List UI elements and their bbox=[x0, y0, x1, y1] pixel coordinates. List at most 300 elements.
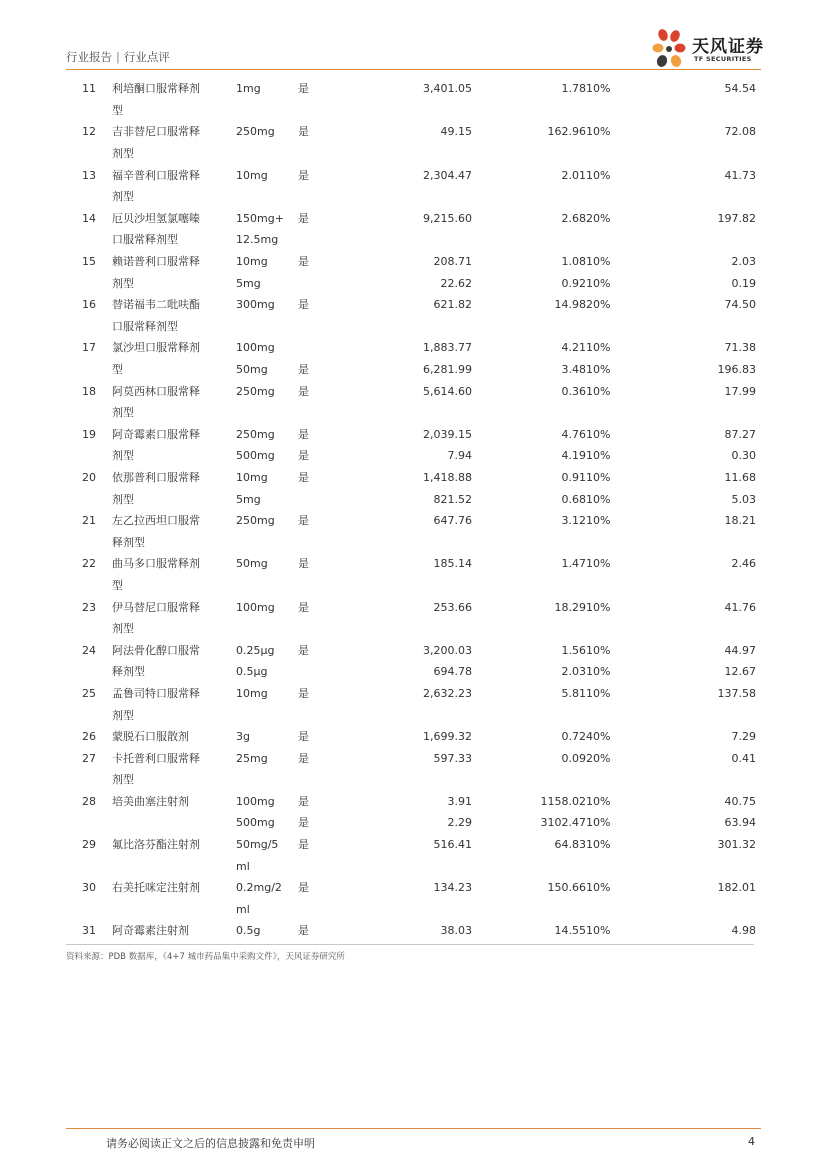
value-1-cell bbox=[338, 899, 472, 921]
drug-name-cell bbox=[112, 812, 236, 834]
report-type: 行业报告 bbox=[66, 50, 112, 64]
specification-cell: 0.5μg bbox=[236, 665, 268, 679]
value-2-cell bbox=[472, 143, 586, 165]
flag-cell bbox=[298, 661, 338, 683]
table-row bbox=[66, 121, 756, 143]
flag-cell: 是 bbox=[298, 298, 309, 312]
table-row bbox=[66, 100, 756, 122]
drug-name-cell: 剂型 bbox=[112, 406, 134, 420]
table-row bbox=[66, 553, 756, 575]
value-1-cell bbox=[338, 100, 472, 122]
flag-cell: 是 bbox=[298, 924, 309, 938]
table-row bbox=[66, 186, 756, 208]
specification-cell bbox=[236, 769, 298, 791]
value-1-cell: 3,401.05 bbox=[423, 82, 472, 96]
value-3-cell bbox=[604, 100, 756, 122]
row-number-cell bbox=[66, 661, 112, 683]
table-row bbox=[66, 726, 756, 748]
flag-cell: 是 bbox=[298, 514, 309, 528]
drug-procurement-table bbox=[66, 78, 756, 942]
value-1-cell bbox=[338, 229, 472, 251]
value-2-cell: 0.92 bbox=[561, 276, 586, 290]
value-3-cell bbox=[604, 316, 756, 338]
flag-cell bbox=[298, 575, 338, 597]
drug-name-cell: 阿奇霉素注射剂 bbox=[112, 924, 189, 938]
table-row bbox=[66, 661, 756, 683]
logo-english-name: TF SECURITIES bbox=[694, 55, 752, 63]
percent-cell: 10% bbox=[586, 924, 611, 938]
specification-cell bbox=[236, 402, 298, 424]
value-1-cell bbox=[338, 531, 472, 553]
table-row bbox=[66, 575, 756, 597]
table-row bbox=[66, 596, 756, 618]
drug-name-cell: 氟比洛芬酯注射剂 bbox=[112, 838, 200, 852]
value-2-cell bbox=[472, 855, 586, 877]
flag-cell: 是 bbox=[298, 838, 309, 852]
percent-cell: 10% bbox=[586, 838, 611, 852]
table-bottom-rule bbox=[66, 944, 754, 945]
drug-name-cell: 左乙拉西坦口服常 bbox=[112, 514, 200, 528]
value-1-cell: 3,200.03 bbox=[423, 643, 472, 657]
table-row bbox=[66, 639, 756, 661]
value-1-cell: 9,215.60 bbox=[423, 211, 472, 225]
flag-cell bbox=[298, 229, 338, 251]
value-3-cell: 0.30 bbox=[731, 449, 756, 463]
value-3-cell bbox=[604, 143, 756, 165]
specification-cell bbox=[236, 531, 298, 553]
value-3-cell: 197.82 bbox=[717, 211, 756, 225]
table-row bbox=[66, 251, 756, 273]
percent-cell: 10% bbox=[586, 492, 611, 506]
value-2-cell: 5.81 bbox=[561, 686, 586, 700]
flag-cell: 是 bbox=[298, 82, 309, 96]
percent-cell: 10% bbox=[586, 686, 611, 700]
table-row bbox=[66, 467, 756, 489]
value-2-cell bbox=[472, 531, 586, 553]
flower-logo-icon bbox=[650, 26, 692, 72]
row-number-cell bbox=[66, 812, 112, 834]
flag-cell bbox=[298, 337, 338, 359]
drug-name-cell: 型 bbox=[112, 363, 123, 377]
value-2-cell: 0.09 bbox=[561, 751, 586, 765]
row-number-cell bbox=[66, 316, 112, 338]
flag-cell bbox=[298, 899, 338, 921]
flag-cell bbox=[298, 769, 338, 791]
percent-cell bbox=[586, 100, 604, 122]
value-3-cell: 196.83 bbox=[717, 363, 756, 377]
percent-cell: 10% bbox=[586, 276, 611, 290]
specification-cell: 5mg bbox=[236, 492, 261, 506]
row-number-cell: 11 bbox=[82, 82, 96, 96]
value-1-cell: 2.29 bbox=[447, 816, 472, 830]
value-2-cell bbox=[472, 402, 586, 424]
row-number-cell bbox=[66, 143, 112, 165]
value-3-cell: 2.46 bbox=[731, 557, 756, 571]
table-row bbox=[66, 877, 756, 899]
table-row bbox=[66, 488, 756, 510]
row-number-cell bbox=[66, 359, 112, 381]
value-3-cell bbox=[604, 402, 756, 424]
value-3-cell: 40.75 bbox=[724, 794, 756, 808]
flag-cell bbox=[298, 143, 338, 165]
percent-cell: 10% bbox=[586, 794, 611, 808]
specification-cell: 300mg bbox=[236, 298, 275, 312]
value-3-cell: 0.19 bbox=[731, 276, 756, 290]
row-number-cell: 16 bbox=[82, 298, 96, 312]
flag-cell: 是 bbox=[298, 751, 309, 765]
flag-cell: 是 bbox=[298, 168, 309, 182]
page-number: 4 bbox=[748, 1135, 755, 1148]
flag-cell bbox=[298, 272, 338, 294]
value-1-cell bbox=[338, 316, 472, 338]
value-2-cell bbox=[472, 316, 586, 338]
row-number-cell bbox=[66, 531, 112, 553]
table-row bbox=[66, 683, 756, 705]
value-2-cell bbox=[472, 229, 586, 251]
drug-name-cell: 依那普利口服常释 bbox=[112, 470, 200, 484]
drug-name-cell: 利培酮口服常释剂 bbox=[112, 82, 200, 96]
specification-cell: 10mg bbox=[236, 686, 268, 700]
report-category bbox=[66, 49, 170, 65]
table-row bbox=[66, 294, 756, 316]
percent-cell bbox=[586, 769, 604, 791]
drug-name-cell: 蒙脱石口服散剂 bbox=[112, 730, 189, 744]
value-3-cell: 71.38 bbox=[724, 341, 756, 355]
row-number-cell: 21 bbox=[82, 514, 96, 528]
row-number-cell bbox=[66, 445, 112, 467]
value-2-cell: 1158.02 bbox=[540, 794, 586, 808]
logo-name: 天风证券 bbox=[692, 37, 764, 57]
specification-cell: 10mg bbox=[236, 470, 268, 484]
value-3-cell bbox=[604, 855, 756, 877]
specification-cell: 100mg bbox=[236, 600, 275, 614]
specification-cell bbox=[236, 316, 298, 338]
flag-cell bbox=[298, 855, 338, 877]
value-1-cell: 2,039.15 bbox=[423, 427, 472, 441]
value-3-cell bbox=[604, 575, 756, 597]
row-number-cell bbox=[66, 229, 112, 251]
value-2-cell: 2.68 bbox=[561, 211, 586, 225]
drug-name-cell: 剂型 bbox=[112, 492, 134, 506]
value-2-cell: 4.21 bbox=[561, 341, 586, 355]
value-1-cell bbox=[338, 575, 472, 597]
value-3-cell: 17.99 bbox=[724, 384, 756, 398]
value-2-cell: 64.83 bbox=[554, 838, 586, 852]
specification-cell: 0.2mg/2 bbox=[236, 881, 282, 895]
value-2-cell bbox=[472, 100, 586, 122]
percent-cell: 10% bbox=[586, 643, 611, 657]
flag-cell: 是 bbox=[298, 816, 309, 830]
flag-cell: 是 bbox=[298, 794, 309, 808]
row-number-cell bbox=[66, 899, 112, 921]
value-1-cell bbox=[338, 186, 472, 208]
value-3-cell: 63.94 bbox=[724, 816, 756, 830]
table-row bbox=[66, 704, 756, 726]
percent-cell: 10% bbox=[586, 255, 611, 269]
table-row bbox=[66, 618, 756, 640]
value-2-cell bbox=[472, 186, 586, 208]
specification-cell: 50mg bbox=[236, 363, 268, 377]
drug-name-cell: 厄贝沙坦氢氯噻嗪 bbox=[112, 211, 200, 225]
specification-cell bbox=[236, 704, 298, 726]
flag-cell: 是 bbox=[298, 384, 309, 398]
table-row bbox=[66, 812, 756, 834]
drug-name-cell: 剂型 bbox=[112, 190, 134, 204]
value-2-cell bbox=[472, 575, 586, 597]
specification-cell: 10mg bbox=[236, 255, 268, 269]
value-2-cell: 3.12 bbox=[561, 514, 586, 528]
row-number-cell: 29 bbox=[82, 838, 96, 852]
percent-cell: 10% bbox=[586, 557, 611, 571]
value-3-cell bbox=[604, 186, 756, 208]
percent-cell: 20% bbox=[586, 298, 611, 312]
value-3-cell: 74.50 bbox=[724, 298, 756, 312]
row-number-cell bbox=[66, 575, 112, 597]
value-3-cell: 41.73 bbox=[724, 168, 756, 182]
percent-cell: 10% bbox=[586, 470, 611, 484]
specification-cell: 150mg+ bbox=[236, 211, 284, 225]
specification-cell: 50mg/5 bbox=[236, 838, 279, 852]
flag-cell bbox=[298, 704, 338, 726]
specification-cell: 10mg bbox=[236, 168, 268, 182]
percent-cell: 10% bbox=[586, 665, 611, 679]
specification-cell bbox=[236, 143, 298, 165]
specification-cell: ml bbox=[236, 902, 250, 916]
drug-name-cell: 剂型 bbox=[112, 449, 134, 463]
value-2-cell bbox=[472, 769, 586, 791]
value-1-cell: 49.15 bbox=[440, 125, 472, 139]
percent-cell bbox=[586, 899, 604, 921]
value-3-cell: 12.67 bbox=[724, 665, 756, 679]
value-2-cell: 162.96 bbox=[547, 125, 586, 139]
row-number-cell: 24 bbox=[82, 643, 96, 657]
specification-cell: 250mg bbox=[236, 427, 275, 441]
value-3-cell bbox=[604, 531, 756, 553]
percent-cell bbox=[586, 402, 604, 424]
value-2-cell: 4.76 bbox=[561, 427, 586, 441]
table-row bbox=[66, 208, 756, 230]
value-1-cell: 621.82 bbox=[433, 298, 472, 312]
row-number-cell: 22 bbox=[82, 557, 96, 571]
drug-name-cell: 型 bbox=[112, 103, 123, 117]
value-2-cell: 0.68 bbox=[561, 492, 586, 506]
drug-name-cell: 培美曲塞注射剂 bbox=[112, 794, 189, 808]
value-2-cell: 18.29 bbox=[554, 600, 586, 614]
value-3-cell: 87.27 bbox=[724, 427, 756, 441]
row-number-cell: 23 bbox=[82, 600, 96, 614]
drug-name-cell: 口服常释剂型 bbox=[112, 233, 178, 247]
row-number-cell: 31 bbox=[82, 924, 96, 938]
value-2-cell: 14.98 bbox=[554, 298, 586, 312]
value-3-cell bbox=[604, 618, 756, 640]
specification-cell: 500mg bbox=[236, 816, 275, 830]
flag-cell: 是 bbox=[298, 470, 309, 484]
row-number-cell bbox=[66, 855, 112, 877]
flag-cell bbox=[298, 531, 338, 553]
value-1-cell: 1,699.32 bbox=[423, 730, 472, 744]
percent-cell bbox=[586, 186, 604, 208]
table-row bbox=[66, 424, 756, 446]
value-3-cell: 2.03 bbox=[731, 255, 756, 269]
specification-cell: 25mg bbox=[236, 751, 268, 765]
flag-cell bbox=[298, 402, 338, 424]
drug-name-cell: 释剂型 bbox=[112, 665, 145, 679]
table-row bbox=[66, 834, 756, 856]
percent-cell bbox=[586, 704, 604, 726]
specification-cell: 5mg bbox=[236, 276, 261, 290]
table-row bbox=[66, 769, 756, 791]
row-number-cell: 26 bbox=[82, 730, 96, 744]
percent-cell: 10% bbox=[586, 600, 611, 614]
drug-name-cell: 赖诺普利口服常释 bbox=[112, 255, 200, 269]
drug-name-cell: 孟鲁司特口服常释 bbox=[112, 686, 200, 700]
table-row bbox=[66, 402, 756, 424]
percent-cell: 10% bbox=[586, 881, 611, 895]
percent-cell: 10% bbox=[586, 816, 611, 830]
specification-cell: 100mg bbox=[236, 341, 275, 355]
value-1-cell: 38.03 bbox=[440, 924, 472, 938]
specification-cell bbox=[236, 100, 298, 122]
value-2-cell: 0.36 bbox=[561, 384, 586, 398]
row-number-cell: 19 bbox=[82, 427, 96, 441]
table-row bbox=[66, 78, 756, 100]
percent-cell: 10% bbox=[586, 125, 611, 139]
row-number-cell bbox=[66, 704, 112, 726]
table-row bbox=[66, 316, 756, 338]
value-2-cell: 0.72 bbox=[561, 730, 586, 744]
row-number-cell bbox=[66, 100, 112, 122]
value-1-cell: 1,418.88 bbox=[423, 470, 472, 484]
specification-cell bbox=[236, 186, 298, 208]
specification-cell: 50mg bbox=[236, 557, 268, 571]
flag-cell bbox=[298, 100, 338, 122]
row-number-cell: 20 bbox=[82, 470, 96, 484]
value-1-cell: 694.78 bbox=[433, 665, 472, 679]
value-2-cell: 4.19 bbox=[561, 449, 586, 463]
value-1-cell: 647.76 bbox=[433, 514, 472, 528]
footer-disclaimer: 请务必阅读正文之后的信息披露和免责申明 bbox=[106, 1137, 315, 1150]
specification-cell: 3g bbox=[236, 730, 250, 744]
value-2-cell bbox=[472, 899, 586, 921]
table-row bbox=[66, 272, 756, 294]
value-3-cell: 4.98 bbox=[731, 924, 756, 938]
drug-name-cell: 吉非替尼口服常释 bbox=[112, 125, 200, 139]
value-3-cell: 5.03 bbox=[731, 492, 756, 506]
row-number-cell: 15 bbox=[82, 255, 96, 269]
value-2-cell: 1.56 bbox=[561, 643, 586, 657]
value-2-cell bbox=[472, 618, 586, 640]
table-row bbox=[66, 445, 756, 467]
value-1-cell: 2,632.23 bbox=[423, 686, 472, 700]
percent-cell: 40% bbox=[586, 730, 611, 744]
value-1-cell: 22.62 bbox=[440, 276, 472, 290]
table-row bbox=[66, 380, 756, 402]
value-1-cell: 597.33 bbox=[433, 751, 472, 765]
drug-name-cell: 氯沙坦口服常释剂 bbox=[112, 341, 200, 355]
value-3-cell: 301.32 bbox=[717, 838, 756, 852]
value-2-cell bbox=[472, 704, 586, 726]
drug-name-cell: 替诺福韦二吡呋酯 bbox=[112, 298, 200, 312]
report-subtype: 行业点评 bbox=[123, 50, 170, 64]
value-1-cell: 185.14 bbox=[433, 557, 472, 571]
specification-cell bbox=[236, 575, 298, 597]
row-number-cell bbox=[66, 186, 112, 208]
row-number-cell bbox=[66, 618, 112, 640]
specification-cell: 0.25μg bbox=[236, 643, 275, 657]
drug-name-cell: 剂型 bbox=[112, 708, 134, 722]
value-3-cell: 7.29 bbox=[731, 730, 756, 744]
value-2-cell: 2.01 bbox=[561, 168, 586, 182]
value-1-cell bbox=[338, 618, 472, 640]
table-row bbox=[66, 359, 756, 381]
percent-cell: 10% bbox=[586, 168, 611, 182]
specification-cell: 500mg bbox=[236, 449, 275, 463]
drug-name-cell: 阿法骨化醇口服常 bbox=[112, 643, 200, 657]
value-3-cell: 54.54 bbox=[724, 82, 756, 96]
specification-cell: ml bbox=[236, 859, 250, 873]
row-number-cell: 12 bbox=[82, 125, 96, 139]
header-separator: | bbox=[116, 50, 120, 64]
value-3-cell bbox=[604, 769, 756, 791]
value-3-cell bbox=[604, 899, 756, 921]
value-1-cell: 2,304.47 bbox=[423, 168, 472, 182]
table-row bbox=[66, 510, 756, 532]
drug-name-cell: 伊马替尼口服常释 bbox=[112, 600, 200, 614]
value-3-cell: 18.21 bbox=[724, 514, 756, 528]
value-1-cell bbox=[338, 704, 472, 726]
drug-name-cell: 剂型 bbox=[112, 147, 134, 161]
percent-cell bbox=[586, 618, 604, 640]
percent-cell bbox=[586, 229, 604, 251]
value-3-cell: 0.41 bbox=[731, 751, 756, 765]
value-3-cell bbox=[604, 229, 756, 251]
row-number-cell bbox=[66, 769, 112, 791]
drug-name-cell: 右美托咪定注射剂 bbox=[112, 881, 200, 895]
flag-cell: 是 bbox=[298, 686, 309, 700]
percent-cell: 10% bbox=[586, 514, 611, 528]
specification-cell: 100mg bbox=[236, 794, 275, 808]
flag-cell: 是 bbox=[298, 363, 309, 377]
flag-cell: 是 bbox=[298, 730, 309, 744]
flag-cell bbox=[298, 618, 338, 640]
percent-cell bbox=[586, 316, 604, 338]
drug-name-cell: 口服常释剂型 bbox=[112, 319, 178, 333]
value-3-cell: 182.01 bbox=[717, 881, 756, 895]
table-row bbox=[66, 164, 756, 186]
value-1-cell: 134.23 bbox=[433, 881, 472, 895]
specification-cell: 250mg bbox=[236, 384, 275, 398]
value-2-cell: 2.03 bbox=[561, 665, 586, 679]
specification-cell: 1mg bbox=[236, 82, 261, 96]
row-number-cell: 28 bbox=[82, 794, 96, 808]
value-1-cell: 7.94 bbox=[447, 449, 472, 463]
table-row bbox=[66, 747, 756, 769]
percent-cell bbox=[586, 855, 604, 877]
flag-cell bbox=[298, 316, 338, 338]
specification-cell: 250mg bbox=[236, 514, 275, 528]
value-1-cell bbox=[338, 402, 472, 424]
row-number-cell: 30 bbox=[82, 881, 96, 895]
value-3-cell: 72.08 bbox=[724, 125, 756, 139]
value-3-cell: 44.97 bbox=[724, 643, 756, 657]
flag-cell: 是 bbox=[298, 125, 309, 139]
table-row bbox=[66, 855, 756, 877]
value-3-cell bbox=[604, 704, 756, 726]
flag-cell: 是 bbox=[298, 255, 309, 269]
flag-cell: 是 bbox=[298, 557, 309, 571]
drug-name-cell: 曲马多口服常释剂 bbox=[112, 557, 200, 571]
specification-cell: 12.5mg bbox=[236, 233, 279, 247]
